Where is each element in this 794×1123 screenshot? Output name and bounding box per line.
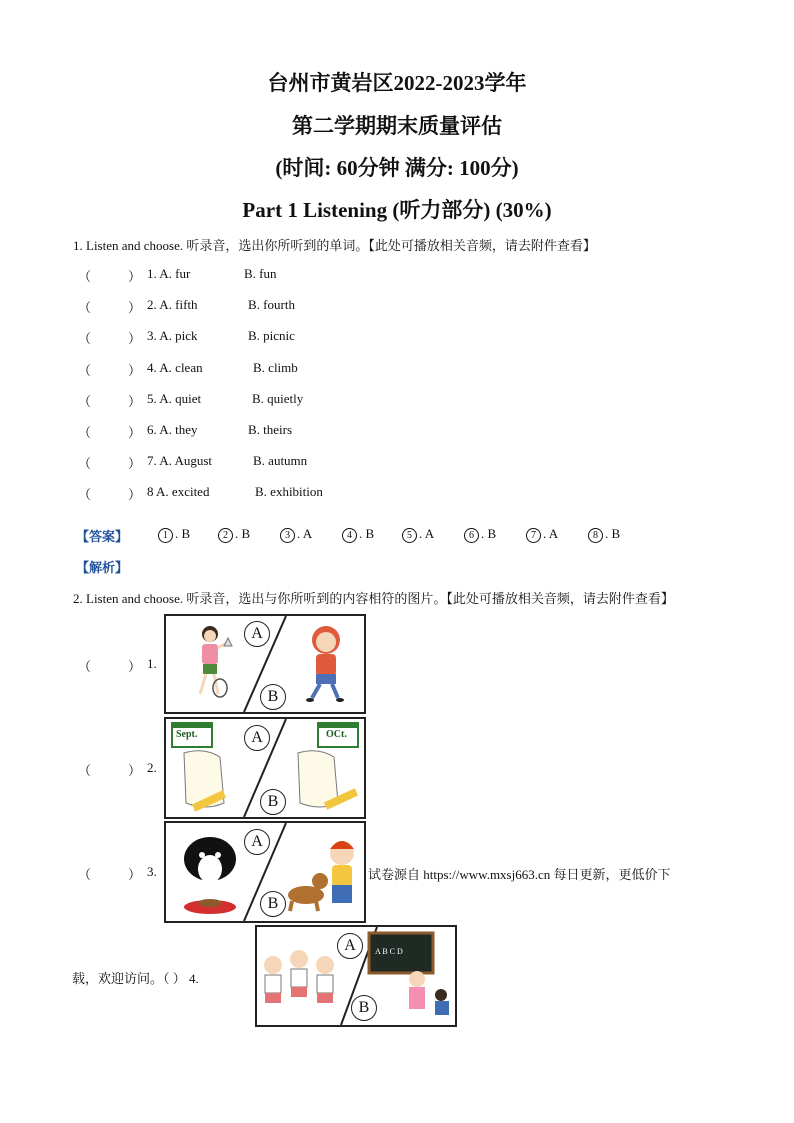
- answer-paren-left: （: [78, 867, 92, 882]
- exam-school-year-title: 台州市黄岩区2022-2023学年: [267, 71, 527, 95]
- children-exercising-illustration: [264, 950, 334, 1003]
- boy-with-dog-illustration: [288, 841, 354, 911]
- answer-paren-left: （: [78, 300, 92, 315]
- answer-value: . A: [419, 526, 435, 541]
- question-row: [0, 453, 794, 471]
- part-heading: Part 1 Listening (听力部分) (30%): [242, 198, 552, 222]
- answer-paren-left: （: [78, 487, 92, 502]
- answer-paren-right: ）: [128, 331, 142, 346]
- picture-question-number: 3.: [147, 864, 157, 879]
- picture-choice-box: [255, 925, 457, 1027]
- answer-paren-left: （: [78, 331, 92, 346]
- source-note: 试卷源自 https://www.mxsj663.cn 每日更新，更低价下: [368, 867, 671, 882]
- question-option-a: 6. A. they: [147, 422, 198, 437]
- answer-item: [342, 526, 374, 543]
- question-option-a: 5. A. quiet: [147, 391, 202, 406]
- answer-number-circle: 2: [218, 528, 233, 543]
- picture-choice-box: [164, 821, 366, 923]
- question-row: [0, 297, 794, 315]
- answer-paren-left: （: [78, 456, 92, 471]
- answer-value: . A: [297, 526, 313, 541]
- picture-choice-box: [164, 614, 366, 714]
- answer-paren-right: ）: [128, 425, 142, 440]
- answer-value: . A: [543, 526, 559, 541]
- picture-question-number: 2.: [147, 760, 157, 775]
- question-option-b: B. picnic: [248, 328, 295, 343]
- answer-paren-left: （: [78, 763, 92, 778]
- option-b-circle: B: [260, 684, 286, 710]
- walking-girl-illustration: [306, 626, 344, 702]
- dog-eating-illustration: [184, 837, 236, 914]
- question-option-b: B. climb: [253, 360, 298, 375]
- answer-number-circle: 7: [526, 528, 541, 543]
- blackboard-letters: A B C D: [375, 947, 403, 956]
- answer-item: [280, 526, 312, 543]
- question-row: [0, 484, 794, 502]
- question-option-a: 1. A. fur: [147, 266, 191, 281]
- calendar-month-b: OCt.: [326, 729, 347, 740]
- answer-paren-right: ）: [128, 269, 142, 284]
- answer-paren-right: ）: [128, 363, 142, 378]
- answer-paren-right: ）: [128, 394, 142, 409]
- answer-value: . B: [359, 526, 375, 541]
- question-row: [0, 422, 794, 440]
- answer-paren-left: （: [78, 394, 92, 409]
- question-row: [0, 266, 794, 284]
- answer-number-circle: 4: [342, 528, 357, 543]
- answer-paren-right: ）: [128, 659, 142, 674]
- option-b-circle: B: [260, 891, 286, 917]
- question-option-a: 3. A. pick: [147, 328, 198, 343]
- option-a-circle: A: [244, 725, 270, 751]
- answer-value: . B: [235, 526, 251, 541]
- answer-paren-left: （: [78, 659, 92, 674]
- question-row: [0, 391, 794, 409]
- answer-paren-right: ）: [128, 456, 142, 471]
- girl-badminton-illustration: [200, 626, 232, 697]
- picture-choice-box: [164, 717, 366, 819]
- answer-paren-left: （: [78, 425, 92, 440]
- answer-paren-right: ）: [128, 300, 142, 315]
- question-option-b: B. exhibition: [255, 484, 323, 499]
- answer-number-circle: 5: [402, 528, 417, 543]
- question-option-b: B. quietly: [252, 391, 304, 406]
- exam-name-title: 第二学期期末质量评估: [292, 114, 502, 138]
- answer-value: . B: [605, 526, 621, 541]
- analysis-label: 【解析】: [76, 560, 129, 575]
- option-a-circle: A: [244, 621, 270, 647]
- answer-item: [402, 526, 434, 543]
- section2-instruction: 2. Listen and choose. 听录音，选出与你所听到的内容相符的图片。【此处可播放相关音频，请去附件查看】: [73, 591, 674, 606]
- source-note-continued: 载，欢迎访问。（ ） 4.: [72, 971, 199, 986]
- question-row: [0, 328, 794, 346]
- picture-question-number: 1.: [147, 656, 157, 671]
- answer-number-circle: 1: [158, 528, 173, 543]
- question-option-b: B. autumn: [253, 453, 308, 468]
- picture-question-row: [0, 864, 165, 882]
- answer-value: . B: [481, 526, 497, 541]
- option-a-circle: A: [337, 933, 363, 959]
- option-a-circle: A: [244, 829, 270, 855]
- answer-value: . B: [175, 526, 191, 541]
- question-option-a: 8 A. excited: [147, 484, 210, 499]
- answer-number-circle: 6: [464, 528, 479, 543]
- teacher-blackboard-illustration: [369, 933, 449, 1015]
- question-option-b: B. fourth: [248, 297, 295, 312]
- answer-item: [464, 526, 496, 543]
- question-option-a: 4. A. clean: [147, 360, 203, 375]
- answer-item: [526, 526, 558, 543]
- answer-label: 【答案】: [76, 529, 129, 544]
- answer-item: [588, 526, 620, 543]
- answer-item: [218, 526, 250, 543]
- calendar-month-a: Sept.: [176, 729, 198, 740]
- option-b-circle: B: [260, 789, 286, 815]
- question-option-a: 7. A. August: [147, 453, 213, 468]
- answer-number-circle: 8: [588, 528, 603, 543]
- answer-number-circle: 3: [280, 528, 295, 543]
- answer-item: [158, 526, 190, 543]
- question-option-b: B. theirs: [248, 422, 293, 437]
- picture-question-row: [0, 760, 165, 778]
- picture-question-row: [0, 656, 165, 674]
- answer-paren-right: ）: [128, 487, 142, 502]
- section1-instruction: 1. Listen and choose. 听录音，选出你所听到的单词。【此处可播放相关音频，请去附件查看】: [73, 238, 596, 253]
- question-row: [0, 360, 794, 378]
- exam-time-score: (时间: 60分钟 满分: 100分): [275, 156, 519, 180]
- answer-paren-left: （: [78, 363, 92, 378]
- answer-paren-right: ）: [128, 867, 142, 882]
- answer-paren-right: ）: [128, 763, 142, 778]
- question-option-b: B. fun: [244, 266, 277, 281]
- answer-paren-left: （: [78, 269, 92, 284]
- question-option-a: 2. A. fifth: [147, 297, 198, 312]
- option-b-circle: B: [351, 995, 377, 1021]
